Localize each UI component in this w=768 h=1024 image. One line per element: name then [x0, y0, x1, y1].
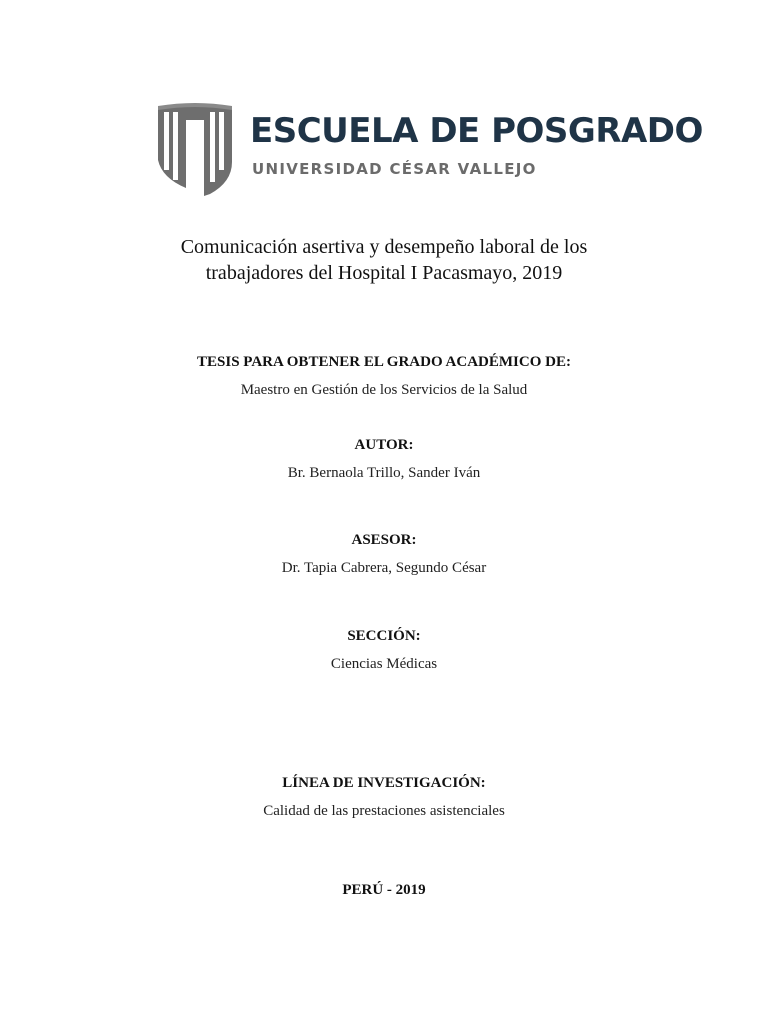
research-line-value: Calidad de las prestaciones asistenciales [263, 803, 505, 819]
logo-title: ESCUELA DE POSGRADO [250, 111, 703, 151]
thesis-title [84, 234, 684, 286]
author-heading: AUTOR: [354, 437, 414, 453]
research-line-heading: LÍNEA DE INVESTIGACIÓN: [282, 775, 486, 791]
country-year: PERÚ - 2019 [342, 882, 426, 898]
advisor-section [84, 530, 684, 578]
thesis-title-line-1: Comunicación asertiva y desempeño laboral de los [180, 236, 588, 258]
section-value: Ciencias Médicas [330, 656, 438, 672]
advisor-heading: ASESOR: [351, 532, 417, 548]
shield-logo-icon [156, 102, 234, 196]
author-section [84, 435, 684, 483]
degree-heading: TESIS PARA OBTENER EL GRADO ACADÉMICO DE: [197, 354, 571, 370]
section-heading: SECCIÓN: [347, 628, 421, 644]
university-logo [156, 100, 703, 200]
research-line-section [84, 773, 684, 821]
footer-block [84, 880, 684, 900]
author-value: Br. Bernaola Trillo, Sander Iván [287, 465, 481, 481]
academic-section [84, 626, 684, 674]
degree-section [84, 352, 684, 400]
degree-value: Maestro en Gestión de los Servicios de la Salud [240, 382, 528, 398]
thesis-title-line-2: trabajadores del Hospital I Pacasmayo, 2019 [205, 262, 563, 284]
advisor-value: Dr. Tapia Cabrera, Segundo César [281, 560, 487, 576]
logo-subtitle: UNIVERSIDAD CÉSAR VALLEJO [252, 160, 537, 178]
